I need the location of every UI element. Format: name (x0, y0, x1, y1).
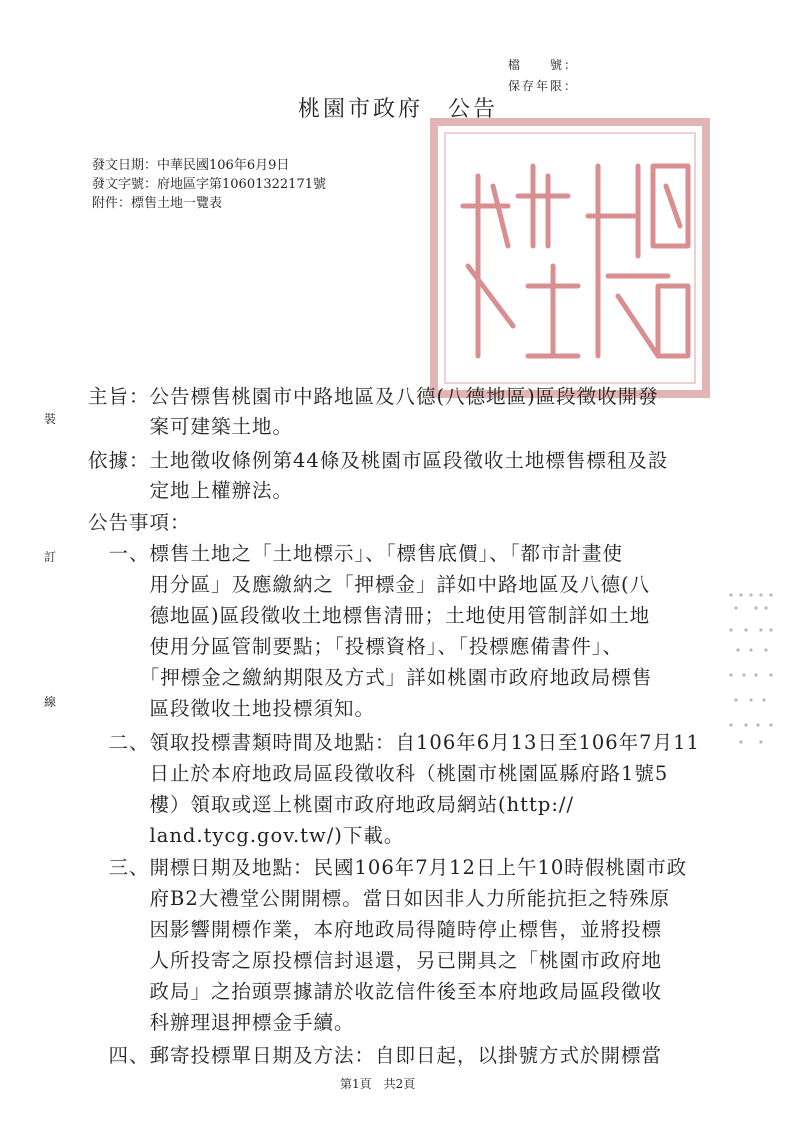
item-1-line: 德地區)區段徵收土地標售清冊；土地使用管制詳如土地 (88, 604, 651, 627)
binding-mark-zhuang: 裝 (44, 412, 57, 426)
item-1-line: 用分區」及應繳納之「押標金」詳如中路地區及八德(八 (88, 573, 651, 596)
binding-mark-xian: 線 (44, 695, 57, 709)
subject-line: 案可建築土地。 (88, 415, 294, 438)
item-3-line: 科辦理退押標金手續。 (88, 1011, 355, 1034)
page-title: 桃園市政府 公告 (298, 97, 499, 122)
item-4-line: 四、郵寄投標單日期及方法：自即日起，以掛號方式於開標當 (88, 1044, 663, 1067)
item-3-line: 政局」之抬頭票據請於收訖信件後至本府地政局區段徵收 (88, 980, 663, 1003)
page-footer: 第1頁 共2頁 (340, 1077, 416, 1091)
archive-retention-period: 保存年限： (508, 79, 579, 93)
item-1-line: 區段徵收土地投標須知。 (88, 697, 376, 720)
document-number: 發文字號：府地區字第10601322171號 (92, 177, 326, 192)
issue-date: 發文日期：中華民國106年6月9日 (92, 158, 290, 173)
subject-line: 主旨：公告標售桃園市中路地區及八德(八德地區)區段徵收開發 (88, 385, 659, 408)
item-1-line: 「押標金之繳納期限及方式」詳如桃園市政府地政局標售 (88, 666, 653, 689)
item-3-line: 因影響開標作業，本府地政局得隨時停止標售，並將投標 (88, 918, 663, 941)
attachment-line: 附件：標售土地一覽表 (92, 196, 223, 211)
official-seal (430, 118, 710, 398)
basis-line: 定地上權辦法。 (88, 479, 294, 502)
items-heading: 公告事項： (88, 511, 191, 534)
margin-stamp-dots-icon (726, 590, 776, 750)
item-2-line: 樓）領取或逕上桃園市政府地政局網站(http:// (88, 793, 575, 816)
item-2-line: land.tycg.gov.tw/)下載。 (88, 824, 405, 847)
archive-file-number: 檔 號： (508, 58, 579, 72)
item-3-line: 府B2大禮堂公開開標。當日如因非人力所能抗拒之特殊原 (88, 887, 671, 910)
item-3-line: 人所投寄之原投標信封退還，另已開具之「桃園市政府地 (88, 949, 663, 972)
binding-mark-ding: 訂 (44, 550, 57, 564)
item-2-line: 日止於本府地政局區段徵收科（桃園市桃園區縣府路1號5 (88, 762, 669, 785)
basis-line: 依據：土地徵收條例第44條及桃園市區段徵收土地標售標租及設 (88, 449, 669, 472)
item-3-line: 三、開標日期及地點：民國106年7月12日上午10時假桃園市政 (88, 856, 688, 879)
item-1-line: 使用分區管制要點；「投標資格」、「投標應備書件」、 (88, 635, 624, 658)
item-1-line: 一、標售土地之「土地標示」、「標售底價」、「都市計畫使 (88, 542, 624, 565)
item-2-line: 二、領取投標書類時間及地點：自106年6月13日至106年7月11 (88, 731, 700, 754)
